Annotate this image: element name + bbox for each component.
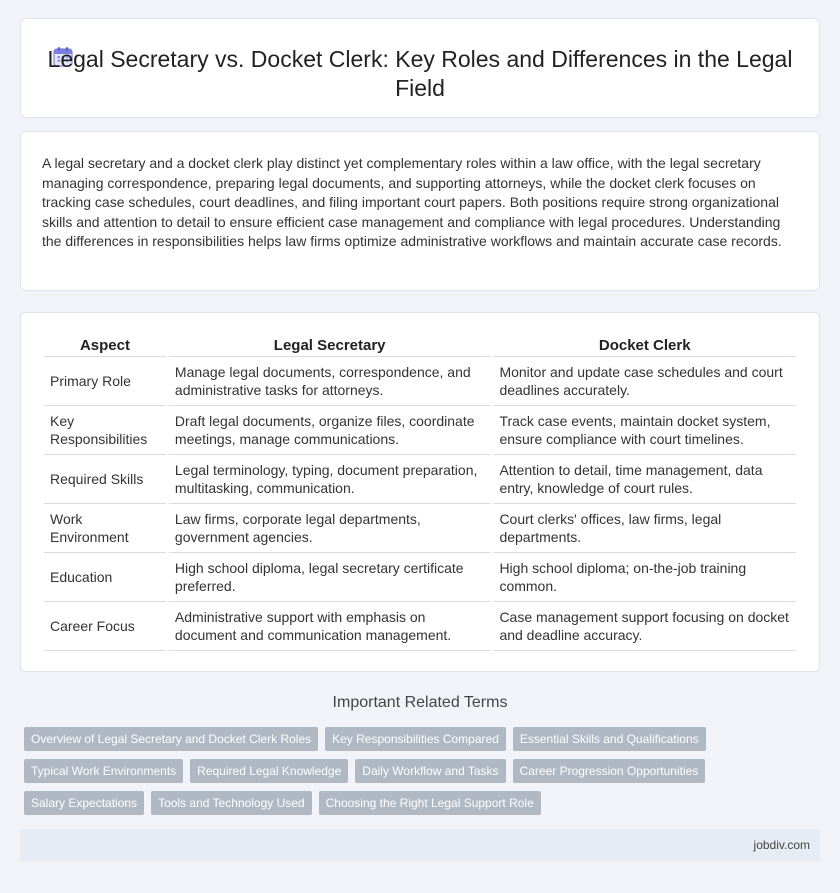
docket-clerk-cell: Attention to detail, time management, data entry, knowledge of court rules. (493, 455, 796, 504)
docket-clerk-cell: Case management support focusing on docket and deadline accuracy. (493, 602, 796, 651)
column-header-docket-clerk: Docket Clerk (493, 333, 796, 357)
comparison-card (20, 312, 820, 672)
related-terms-heading: Important Related Terms (332, 694, 508, 711)
docket-clerk-cell: Court clerks' offices, law firms, legal departments. (493, 504, 796, 553)
related-term-tag[interactable]: Key Responsibilities Compared (325, 727, 506, 751)
related-term-tag[interactable]: Daily Workflow and Tasks (355, 759, 505, 783)
legal-secretary-cell: High school diploma, legal secretary certificate preferred. (169, 553, 491, 602)
footer (20, 829, 820, 862)
table-row (44, 553, 796, 602)
aspect-cell: Required Skills (44, 455, 166, 504)
footer-site-link[interactable]: jobdiv.com (753, 838, 810, 852)
legal-secretary-cell: Manage legal documents, correspondence, and administrative tasks for attorneys. (169, 357, 491, 406)
legal-secretary-cell: Draft legal documents, organize files, coordinate meetings, manage communications. (169, 406, 491, 455)
docket-clerk-cell: Track case events, maintain docket system, ensure compliance with court timelines. (493, 406, 796, 455)
legal-secretary-cell: Administrative support with emphasis on document and communication management. (169, 602, 491, 651)
comparison-table (41, 333, 799, 651)
related-term-tag[interactable]: Required Legal Knowledge (190, 759, 348, 783)
related-term-tag[interactable]: Career Progression Opportunities (513, 759, 706, 783)
docket-clerk-cell: Monitor and update case schedules and court deadlines accurately. (493, 357, 796, 406)
aspect-cell: Key Responsibilities (44, 406, 166, 455)
aspect-cell: Career Focus (44, 602, 166, 651)
column-header-legal-secretary: Legal Secretary (169, 333, 491, 357)
intro-card (20, 131, 820, 291)
docket-clerk-cell: High school diploma; on-the-job training common. (493, 553, 796, 602)
header-card (20, 18, 820, 118)
table-row (44, 406, 796, 455)
page-title: Legal Secretary vs. Docket Clerk: Key Roles and Differences in the Legal Field (47, 46, 793, 101)
intro-paragraph: A legal secretary and a docket clerk play distinct yet complementary roles within a law office, with the legal secretary managing correspondence, preparing legal documents, and supporting attorneys, while the docket clerk focuses on tracking case schedules, court deadlines, and filing important court papers. Both positions require strong organizational skills and attention to detail to ensure efficient case management and compliance with legal procedures. Understanding the differences in responsibilities helps law firms optimize administrative workflows and maintain accurate case records. (42, 155, 782, 250)
related-term-tag[interactable]: Typical Work Environments (24, 759, 183, 783)
legal-secretary-cell: Law firms, corporate legal departments, government agencies. (169, 504, 491, 553)
column-header-aspect: Aspect (44, 333, 166, 357)
aspect-cell: Work Environment (44, 504, 166, 553)
table-row (44, 504, 796, 553)
related-term-tag[interactable]: Tools and Technology Used (151, 791, 312, 815)
table-row (44, 602, 796, 651)
table-row (44, 357, 796, 406)
aspect-cell: Education (44, 553, 166, 602)
legal-secretary-cell: Legal terminology, typing, document preparation, multitasking, communication. (169, 455, 491, 504)
table-row (44, 455, 796, 504)
related-term-tag[interactable]: Essential Skills and Qualifications (513, 727, 706, 751)
table-header-row (44, 333, 796, 357)
related-terms-list (24, 727, 814, 823)
aspect-cell: Primary Role (44, 357, 166, 406)
related-term-tag[interactable]: Choosing the Right Legal Support Role (319, 791, 541, 815)
related-term-tag[interactable]: Salary Expectations (24, 791, 144, 815)
related-term-tag[interactable]: Overview of Legal Secretary and Docket Clerk Roles (24, 727, 318, 751)
